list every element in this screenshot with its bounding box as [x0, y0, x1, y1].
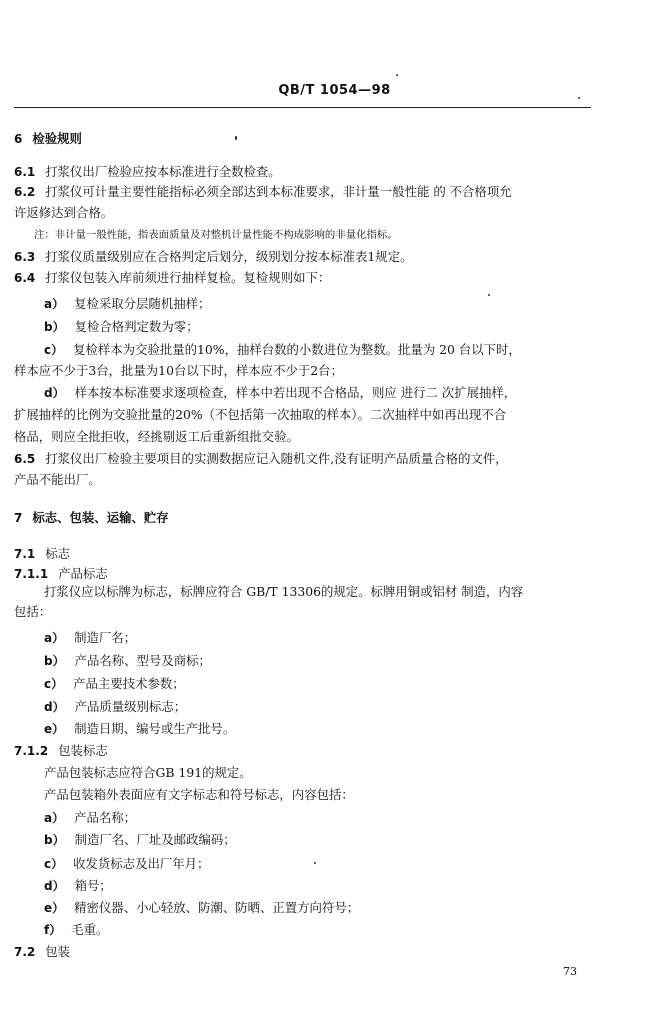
clause-text: 产品主要技术参数； [73, 676, 185, 691]
clause-number: b） [44, 833, 65, 847]
clause-line [14, 270, 330, 286]
text-line [34, 227, 398, 243]
clause-text: 包装 [45, 944, 71, 959]
clause-line [44, 699, 186, 715]
clause-number: 7.1 [14, 547, 36, 561]
clause-number: c） [44, 343, 64, 357]
clause-number: b） [44, 654, 65, 668]
clause-text: 打浆仪可计量主要性能指标必须全部达到本标准要求，非计量一般性能 的 不合格项允 [45, 184, 512, 199]
text-line [44, 765, 252, 781]
clause-text: 打浆仪质量级别应在合格判定后划分，级别划分按本标准表1规定。 [45, 249, 413, 264]
text-line [14, 472, 101, 488]
clause-number: 6.5 [14, 452, 36, 466]
clause-text: 产品名称； [74, 810, 137, 825]
clause-line [14, 131, 82, 147]
clause-line [44, 653, 211, 669]
clause-text: 复检样本为交验批量的10%，抽样台数的小数进位为整数。批量为 20 台以下时， [73, 342, 521, 357]
clause-line [14, 510, 169, 526]
clause-line [44, 342, 521, 358]
clause-text: 产品包装标志应符合GB 191的规定。 [44, 765, 252, 780]
scan-speck [578, 97, 580, 99]
scan-speck [396, 74, 398, 76]
clause-number: a） [44, 811, 65, 825]
clause-text: 毛重。 [71, 922, 109, 937]
clause-line [44, 296, 210, 312]
page-number: 73 [563, 965, 577, 978]
clause-text: 包括： [14, 604, 52, 619]
clause-line [14, 451, 508, 467]
clause-text: 箱号； [74, 878, 112, 893]
header-rule [14, 107, 591, 108]
text-line [14, 407, 506, 423]
clause-text: 打浆仪出厂检验主要项目的实测数据应记入随机文件,没有证明产品质量合格的文件， [45, 451, 508, 466]
text-line [44, 584, 523, 600]
clause-number: f） [44, 923, 62, 937]
clause-number: 6.2 [14, 185, 36, 199]
clause-number: e） [44, 722, 65, 736]
clause-number: c） [44, 857, 64, 871]
clause-number: d） [44, 700, 65, 714]
clause-line [14, 566, 108, 582]
clause-line [44, 630, 136, 646]
clause-text: 产品包装箱外表面应有文字标志和符号标志，内容包括： [44, 787, 354, 802]
clause-line [44, 721, 235, 737]
clause-number: c） [44, 677, 64, 691]
clause-line [44, 856, 209, 872]
clause-number: 6 [14, 132, 23, 146]
clause-line [44, 878, 112, 894]
text-line [14, 429, 299, 445]
clause-text: 标志 [45, 546, 71, 561]
clause-text: 打浆仪应以标牌为标志，标牌应符合 GB/T 13306的规定。标牌用铜或铝材 制造，内容 [44, 584, 524, 599]
clause-text: 复检合格判定数为零； [74, 319, 199, 334]
text-line [14, 604, 51, 620]
clause-text: 注：非计量一般性能，指表面质量及对整机计量性能不构成影响的非量化指标。 [34, 229, 398, 241]
clause-line [44, 676, 185, 692]
text-line [44, 787, 354, 803]
clause-number: e） [44, 901, 65, 915]
clause-number: d） [44, 386, 65, 400]
clause-text: 许返修达到合格。 [14, 205, 114, 220]
clause-text: 产品名称、型号及商标； [74, 653, 211, 668]
clause-text: 制造日期、编号或生产批号。 [74, 721, 236, 736]
clause-number: 6.1 [14, 165, 36, 179]
scan-speck [235, 136, 237, 140]
clause-number: d） [44, 879, 65, 893]
scan-speck [314, 862, 316, 864]
clause-text: 收发货标志及出厂年月； [73, 856, 210, 871]
clause-text: 打浆仪出厂检验应按本标准进行全数检查。 [45, 164, 281, 179]
clause-line [14, 164, 281, 180]
clause-line [14, 184, 512, 200]
clause-text: 产品不能出厂。 [14, 472, 101, 487]
clause-number: 7.1.1 [14, 567, 49, 581]
clause-line [44, 319, 199, 335]
clause-text: 扩展抽样的比例为交验批量的20%（不包括第一次抽取的样本）。二次抽样中如再出现不合 [14, 407, 507, 422]
clause-line [44, 385, 516, 401]
clause-line [44, 832, 236, 848]
clause-text: 样本按本标准要求逐项检查，样本中若出现不合格品，则应 进行二 次扩展抽样， [74, 385, 517, 400]
clause-number: 7.1.2 [14, 744, 49, 758]
clause-line [14, 546, 70, 562]
clause-text: 产品质量级别标志； [74, 699, 187, 714]
clause-number: 7 [14, 511, 23, 525]
clause-text: 打浆仪包装入库前须进行抽样复检。复检规则如下： [45, 270, 331, 285]
section-heading: 检验规则 [32, 131, 82, 146]
clause-line [14, 249, 412, 265]
clause-line [44, 900, 359, 916]
clause-number: a） [44, 631, 65, 645]
clause-text: 复检采取分层随机抽样； [74, 296, 211, 311]
clause-text: 制造厂名、厂址及邮政编码； [74, 832, 236, 847]
clause-line [14, 743, 108, 759]
scan-speck [488, 294, 490, 296]
section-heading: 标志、包装、运输、贮存 [32, 510, 169, 525]
clause-text: 产品标志 [58, 566, 108, 581]
clause-number: a） [44, 297, 65, 311]
clause-line [14, 944, 70, 960]
clause-text: 制造厂名； [74, 630, 137, 645]
clause-number: b） [44, 320, 65, 334]
clause-line [44, 810, 136, 826]
clause-text: 包装标志 [58, 743, 108, 758]
clause-number: 6.4 [14, 271, 36, 285]
clause-text: 格品，则应全批拒收，经挑剔返工后重新组批交验。 [14, 429, 299, 444]
clause-text: 精密仪器、小心轻放、防潮、防晒、正置方向符号； [74, 900, 360, 915]
text-line [14, 363, 343, 379]
text-line [14, 205, 113, 221]
clause-text: 样本应不少于3台，批量为10台以下时，样本应不少于2台； [14, 363, 343, 378]
standard-header: QB/T 1054—98 [278, 83, 391, 98]
clause-number: 7.2 [14, 945, 36, 959]
clause-number: 6.3 [14, 250, 36, 264]
clause-line [44, 922, 108, 938]
